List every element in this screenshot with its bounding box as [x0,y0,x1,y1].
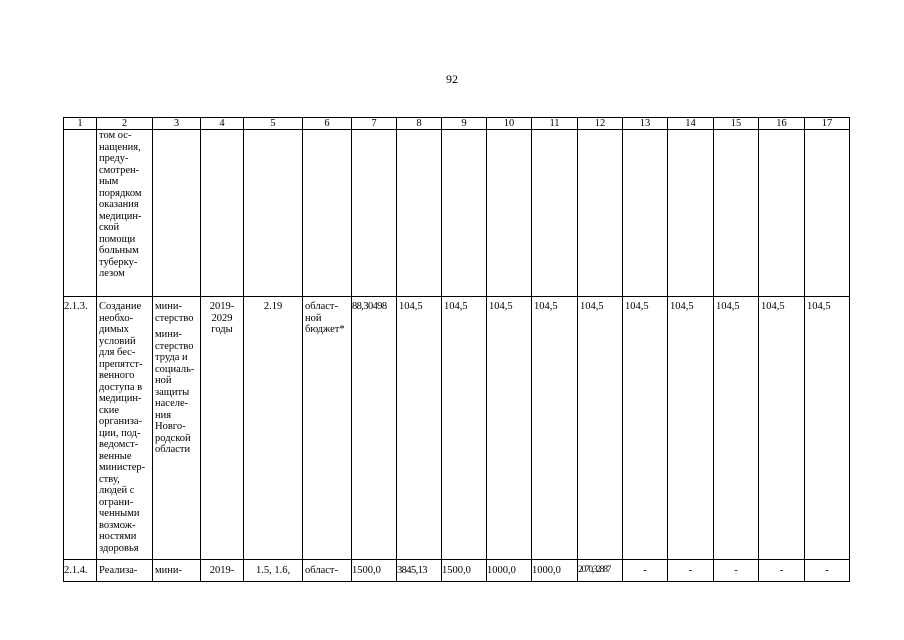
cell-text-line: ния [155,409,172,421]
cell-text-line: населе- [155,398,189,409]
column-number: 9 [442,118,487,130]
cell-text-line: ностями [99,531,137,542]
column-number: 14 [668,118,714,130]
cell-text-line: ограни- [99,496,134,508]
cell-text-line: труда и [155,352,188,363]
cell-text-line: больным [99,245,139,256]
value-cell: 104,5 [668,297,714,560]
cell-text-line: ции, под- [99,427,141,439]
cell-text-line: медицин- [99,210,142,222]
value-cell [668,130,714,297]
executor [153,297,201,560]
cell-text-line: ной [155,375,172,386]
cell-text-line: Новго- [155,421,186,432]
cell-text-line: област- [305,565,338,576]
table-row-2-1-4 [64,560,850,582]
measure-name [97,297,153,560]
target-indicator: 1.5, 1.6, [244,560,303,582]
value-cell [623,130,668,297]
cell-text-line: здоровья [99,542,139,554]
value-cell: 3845,13 [397,560,442,582]
cell-text-line: порядком [99,187,142,199]
cell-text-line: препятст- [99,358,143,370]
item-number: 2.1.3. [64,297,97,560]
value-cell: 104,5 [759,297,805,560]
column-number-header-row [64,118,850,130]
cell-text-line: родской [155,432,191,444]
value-cell: 1000,0 [487,560,532,582]
cell-text-line: людей с [99,485,135,496]
cell-text-line: стерство [155,312,194,324]
value-cell: - [668,560,714,582]
value-cell: 104,5 [578,297,623,560]
cell-text-line: ству, [99,473,120,485]
value-cell: 1500,0 [442,560,487,582]
cell-text-line: венного [99,370,135,381]
value-cell: - [623,560,668,582]
value-cell [487,130,532,297]
cell-text-line: димых [99,324,129,335]
column-number: 2 [97,118,153,130]
funding-source [303,130,352,297]
cell-text-line: защиты [155,386,190,398]
executor [153,560,201,582]
value-cell [805,130,850,297]
term [201,560,244,582]
column-number: 1 [64,118,97,130]
value-cell: 104,5 [714,297,759,560]
cell-text-line: Реализа- [99,565,138,576]
funding-source [303,297,352,560]
cell-text-line: ские [99,404,120,416]
cell-text-line: 2019- [209,565,235,576]
column-number: 6 [303,118,352,130]
cell-text-line: смотрен- [99,164,140,176]
cell-text-line: области [155,444,191,455]
column-number: 11 [532,118,578,130]
cell-text-line: годы [211,324,233,335]
cell-text-line: необхо- [99,312,134,324]
column-number: 4 [201,118,244,130]
item-number [64,130,97,297]
cell-text-line: для бес- [99,347,136,358]
cell-text-line: условий [99,335,136,347]
cell-text-line: ным [99,176,119,187]
cell-text-line: лезом [99,268,125,279]
column-number: 15 [714,118,759,130]
cell-text-line: туберку- [99,256,138,268]
cell-text-line: 2019- [209,301,235,312]
cell-text-line: стерство [155,340,194,352]
value-cell: - [759,560,805,582]
cell-text-line: ной [305,312,322,324]
table-row-continuation [64,130,850,297]
cell-text-line: помощи [99,233,136,245]
cell-text-line: нащения, [99,141,141,153]
value-cell: 104,5 [487,297,532,560]
measure-name [97,560,153,582]
value-cell: 104,5 [805,297,850,560]
cell-text-line: возмож- [99,519,136,531]
target-indicator: 2.19 [244,297,303,560]
cell-text-line: организа- [99,416,143,427]
cell-text-line: медицин- [99,393,142,404]
table-row-2-1-3 [64,297,850,560]
cell-text-line: том ос- [99,130,132,141]
value-cell [578,130,623,297]
cell-text-line: Создание [99,301,142,312]
value-cell: - [805,560,850,582]
value-cell: 1000,0 [532,560,578,582]
cell-text-line: ской [99,222,120,233]
value-cell: - [714,560,759,582]
item-number: 2.1.4. [64,560,97,582]
column-number: 3 [153,118,201,130]
column-number: 10 [487,118,532,130]
value-cell: 1500,0 [352,560,397,582]
column-number: 8 [397,118,442,130]
target-indicator [244,130,303,297]
column-number: 16 [759,118,805,130]
page-number: 92 [446,72,458,86]
term [201,130,244,297]
value-cell: 104,5 [397,297,442,560]
value-cell [714,130,759,297]
value-cell: 88,30498 [352,297,397,560]
measure-name [97,130,153,297]
cell-text-line: социаль- [155,363,195,375]
cell-text-line: венные [99,450,132,462]
cell-text-line: бюджет* [305,324,345,335]
cell-text-line: 2029 [211,312,233,324]
value-cell [759,130,805,297]
column-number: 12 [578,118,623,130]
cell-text-line: ведомст- [99,439,139,450]
cell-text-line: мини- [155,301,182,312]
cell-text-line: оказания [99,199,139,210]
value-cell [397,130,442,297]
value-cell [532,130,578,297]
column-number: 7 [352,118,397,130]
value-cell: 104,5 [442,297,487,560]
column-number: 17 [805,118,850,130]
value-cell: 2070,32887 [578,560,623,582]
cell-text-line: доступа в [99,381,143,393]
program-table [63,117,850,582]
term [201,297,244,560]
cell-text-line: област- [305,301,338,312]
cell-text-line: мини- [155,565,182,576]
value-cell [442,130,487,297]
value-cell: 104,5 [532,297,578,560]
funding-source [303,560,352,582]
cell-text-line: ченными [99,508,140,519]
cell-text-line: министер- [99,462,146,473]
column-number: 5 [244,118,303,130]
value-cell: 104,5 [623,297,668,560]
cell-text-line: мини- [155,329,182,340]
executor [153,130,201,297]
column-number: 13 [623,118,668,130]
cell-text-line: преду- [99,153,129,164]
value-cell [352,130,397,297]
